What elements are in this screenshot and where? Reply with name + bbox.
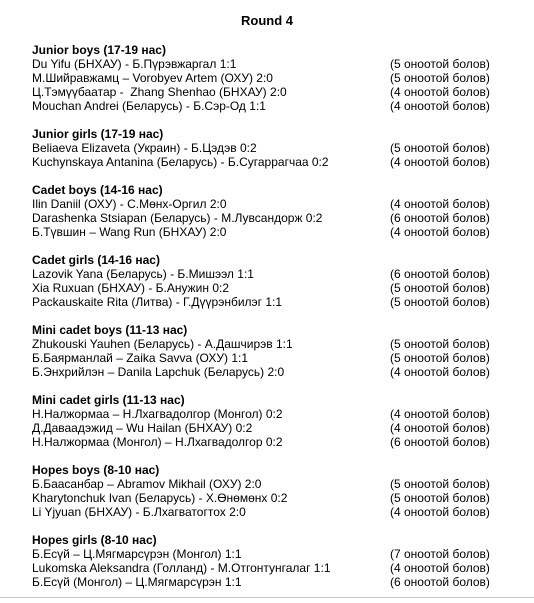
results-list <box>32 43 502 603</box>
match-text: Du Yifu (БНХАУ) - Б.Пүрэвжаргал 1:1 <box>32 57 237 71</box>
match-text: Lukomska Aleksandra (Голланд) - М.Отгонтунгалаг 1:1 <box>32 561 331 575</box>
match-text: Darashenka Stsiapan (Беларусь) - М.Лувсандорж 0:2 <box>32 211 323 225</box>
match-row <box>32 575 502 589</box>
points-result: (5 оноотой болов) <box>390 57 490 71</box>
points-result: (7 оноотой болов) <box>390 547 490 561</box>
age-group-section <box>32 253 502 309</box>
match-row <box>32 267 502 281</box>
match-row <box>32 295 502 309</box>
age-group-section <box>32 43 502 113</box>
match-row <box>32 351 502 365</box>
points-result: (6 оноотой болов) <box>390 435 490 449</box>
match-row <box>32 71 502 85</box>
points-result: (5 оноотой болов) <box>390 351 490 365</box>
match-text: Н.Налжормаа – Н.Лхагвадолгор (Монгол) 0:2 <box>32 407 283 421</box>
match-text: Xia Ruxuan (БНХАУ) - Б.Анужин 0:2 <box>32 281 230 295</box>
match-text: Kharytonchuk Ivan (Беларусь) - Х.Өнөмөнх 0:2 <box>32 491 288 505</box>
match-text: Ilin Daniil (ОХУ) - С.Мөнх-Оргил 2:0 <box>32 197 227 211</box>
match-row <box>32 337 502 351</box>
age-group-section <box>32 127 502 169</box>
match-text: Б.Энхрийлэн – Danila Lapchuk (Беларусь) 2:0 <box>32 365 285 379</box>
match-text: Packauskaite Rita (Литва) - Г.Дүүрэнбилэг 1:1 <box>32 295 283 309</box>
age-group-section <box>32 533 502 589</box>
section-heading: Mini cadet boys (11-13 нас) <box>32 323 188 337</box>
section-heading: Cadet girls (14-16 нас) <box>32 253 160 267</box>
points-result: (4 оноотой болов) <box>390 505 490 519</box>
points-result: (5 оноотой болов) <box>390 141 490 155</box>
section-heading: Hopes boys (8-10 нас) <box>32 463 160 477</box>
match-row <box>32 141 502 155</box>
match-row <box>32 421 502 435</box>
points-result: (6 оноотой болов) <box>390 211 490 225</box>
points-result: (6 оноотой болов) <box>390 575 490 589</box>
points-result: (5 оноотой болов) <box>390 491 490 505</box>
match-text: Б.Баасанбар – Abramov Mikhail (ОХУ) 2:0 <box>32 477 262 491</box>
match-row <box>32 225 502 239</box>
section-heading: Mini cadet girls (11-13 нас) <box>32 393 185 407</box>
page-edge-divider <box>0 597 534 598</box>
age-group-section <box>32 183 502 239</box>
match-row <box>32 365 502 379</box>
match-row <box>32 477 502 491</box>
points-result: (4 оноотой болов) <box>390 85 490 99</box>
points-result: (4 оноотой болов) <box>390 225 490 239</box>
match-row <box>32 491 502 505</box>
match-text: Д.Даваадэжид – Wu Hailan (БНХАУ) 0:2 <box>32 421 253 435</box>
points-result: (4 оноотой болов) <box>390 365 490 379</box>
match-row <box>32 197 502 211</box>
points-result: (5 оноотой болов) <box>390 281 490 295</box>
age-group-section <box>32 463 502 519</box>
match-text: Kuchynskaya Antanina (Беларусь) - Б.Сугаррагчаа 0:2 <box>32 155 329 169</box>
age-group-section <box>32 393 502 449</box>
points-result: (4 оноотой болов) <box>390 561 490 575</box>
match-row <box>32 561 502 575</box>
match-text: М.Шийравжамц – Vorobyev Artem (ОХУ) 2:0 <box>32 71 273 85</box>
points-result: (4 оноотой болов) <box>390 197 490 211</box>
points-result: (5 оноотой болов) <box>390 71 490 85</box>
match-text: Н.Налжормаа (Монгол) – Н.Лхагвадолгор 0:2 <box>32 435 283 449</box>
match-row <box>32 85 502 99</box>
match-row <box>32 407 502 421</box>
points-result: (5 оноотой болов) <box>390 477 490 491</box>
points-result: (4 оноотой болов) <box>390 99 490 113</box>
match-row <box>32 155 502 169</box>
points-result: (5 оноотой болов) <box>390 337 490 351</box>
match-row <box>32 57 502 71</box>
section-heading: Hopes girls (8-10 нас) <box>32 533 157 547</box>
match-row <box>32 211 502 225</box>
section-heading: Junior girls (17-19 нас) <box>32 127 164 141</box>
page-title: Round 4 <box>241 13 293 28</box>
match-text: Б.Баярманлай – Zaika Savva (ОХУ) 1:1 <box>32 351 248 365</box>
match-row <box>32 281 502 295</box>
match-row <box>32 505 502 519</box>
match-text: Ц.Тэмүүбаатар - Zhang Shenhao (БНХАУ) 2:0 <box>32 85 287 99</box>
match-text: Lazovik Yana (Беларусь) - Б.Мишээл 1:1 <box>32 267 254 281</box>
points-result: (4 оноотой болов) <box>390 421 490 435</box>
match-text: Б.Есүй – Ц.Мягмарсүрэн (Монгол) 1:1 <box>32 547 242 561</box>
points-result: (4 оноотой болов) <box>390 155 490 169</box>
section-heading: Junior boys (17-19 нас) <box>32 43 166 57</box>
section-heading: Cadet boys (14-16 нас) <box>32 183 163 197</box>
match-row <box>32 99 502 113</box>
points-result: (6 оноотой болов) <box>390 267 490 281</box>
match-text: Mouchan Andrei (Беларусь) - Б.Сэр-Од 1:1 <box>32 99 266 113</box>
match-row <box>32 547 502 561</box>
points-result: (5 оноотой болов) <box>390 295 490 309</box>
match-text: Zhukouski Yauhen (Беларусь) - А.Дашчирэв 1:1 <box>32 337 293 351</box>
match-text: Li Yjyuan (БНХАУ) - Б.Лхагватогтох 2:0 <box>32 505 246 519</box>
match-text: Б.Түвшин – Wang Run (БНХАУ) 2:0 <box>32 225 227 239</box>
points-result: (4 оноотой болов) <box>390 407 490 421</box>
match-text: Beliaeva Elizaveta (Украин) - Б.Цэдэв 0:2 <box>32 141 257 155</box>
age-group-section <box>32 323 502 379</box>
match-text: Б.Есүй (Монгол) – Ц.Мягмарсүрэн 1:1 <box>32 575 242 589</box>
match-row <box>32 435 502 449</box>
